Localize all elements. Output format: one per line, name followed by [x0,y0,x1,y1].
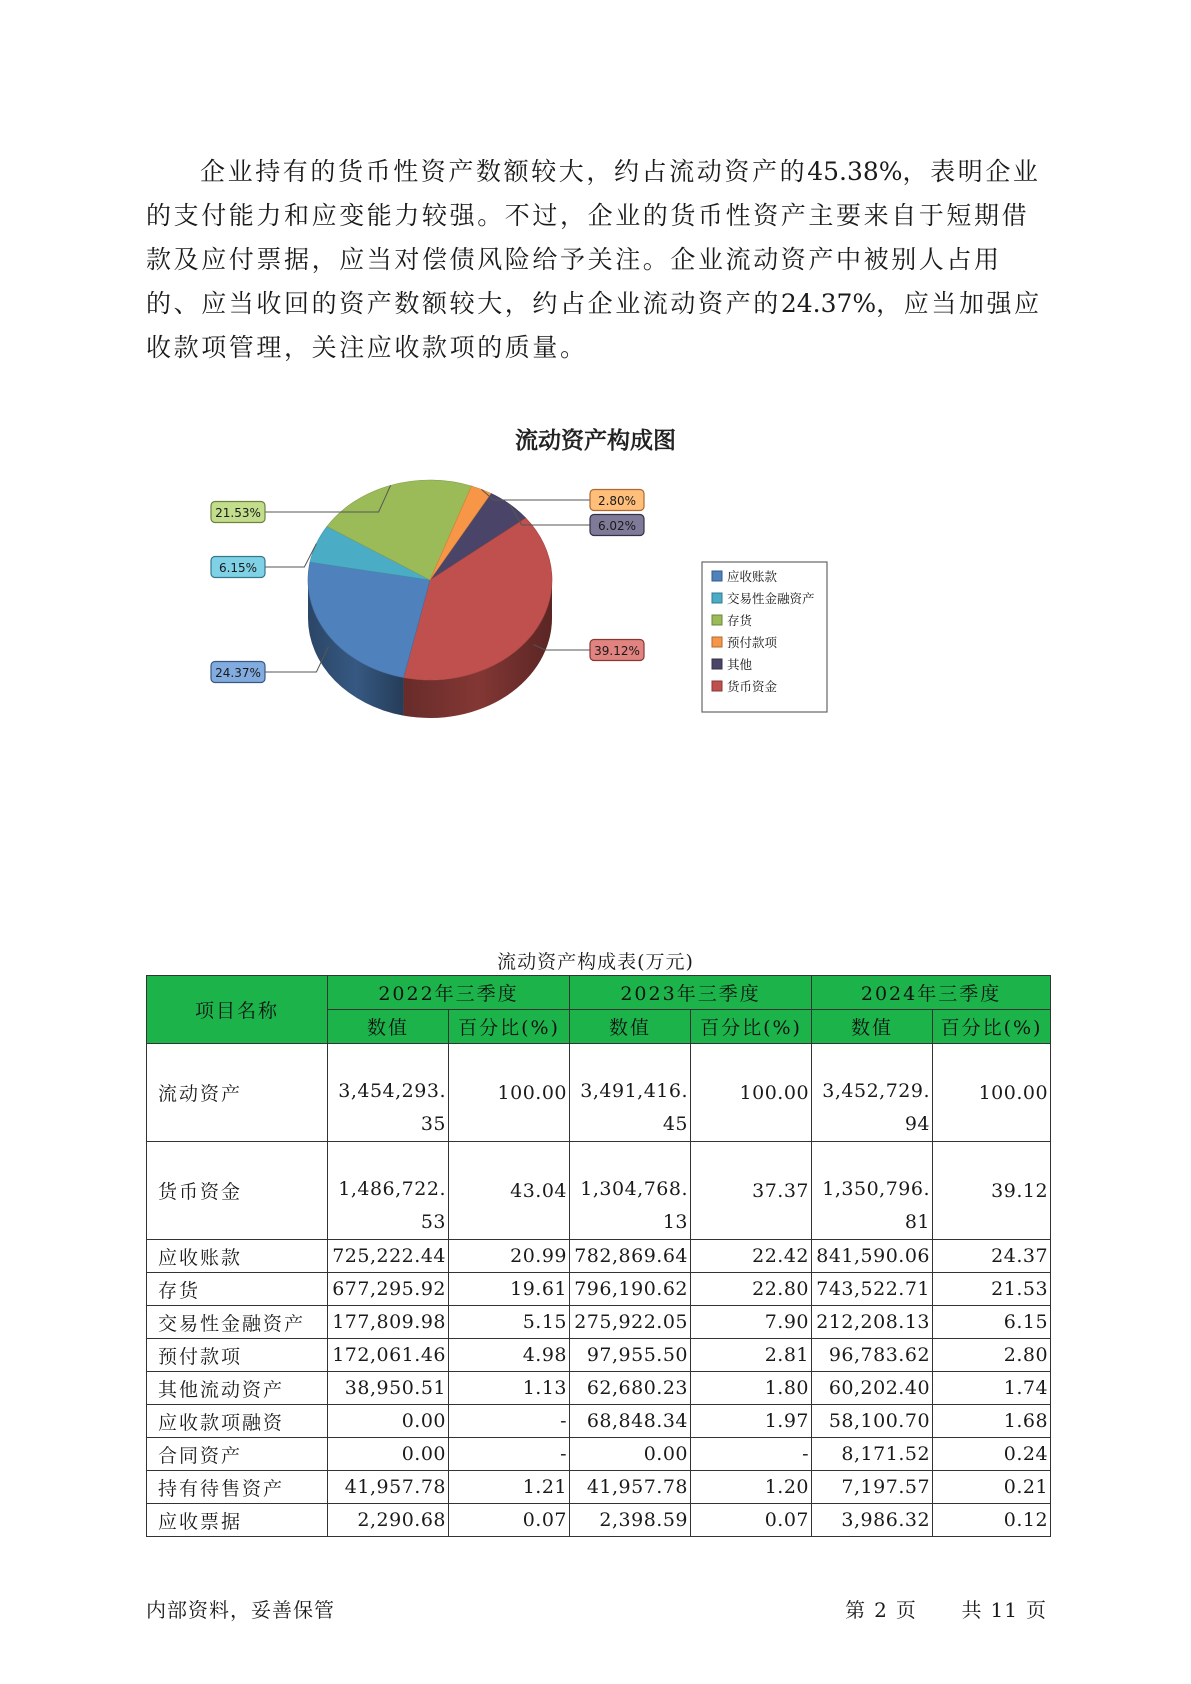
cell-percent: 0.21 [933,1471,1051,1504]
column-header-period-2023: 2023年三季度 [570,976,812,1010]
legend-swatch [712,593,722,603]
cell-value: 3,452,729.94 [812,1044,933,1142]
cell-percent: 2.80 [933,1339,1051,1372]
cell-percent: - [691,1438,812,1471]
legend-swatch [712,571,722,581]
table-row [147,1438,1051,1471]
footer-page-number [841,1594,1051,1623]
cell-value: 1,486,722.53 [328,1142,449,1240]
paragraph-part-3: ，应当加强应收款项管理，关注应收款项的质量。 [146,289,1042,362]
total-unit: 页 [1026,1598,1047,1622]
pie-data-label: 6.15% [218,561,258,575]
legend-label: 其他 [727,657,753,672]
cell-value: 8,171.52 [812,1438,933,1471]
legend-label: 货币资金 [727,679,778,694]
total-prefix: 共 [961,1598,983,1622]
cell-percent: 22.80 [691,1273,812,1306]
legend-label: 交易性金融资产 [727,591,815,606]
table-row [147,1044,1051,1142]
cell-value: 782,869.64 [570,1240,691,1273]
cell-value: 2,398.59 [570,1504,691,1537]
cell-percent: 7.90 [691,1306,812,1339]
legend-swatch [712,681,722,691]
row-name: 应收账款 [147,1240,328,1273]
legend-label: 应收账款 [727,569,778,584]
cell-percent: 19.61 [449,1273,570,1306]
pie-leader-line [265,544,316,567]
paragraph-part-1: 企业持有的货币性资产数额较大，约占流动资产的 [200,157,808,186]
cell-value: 97,955.50 [570,1339,691,1372]
row-name: 其他流动资产 [147,1372,328,1405]
cell-percent: 2.81 [691,1339,812,1372]
cell-percent: 4.98 [449,1339,570,1372]
cell-value: 2,290.68 [328,1504,449,1537]
cell-percent: 0.07 [691,1504,812,1537]
cell-percent: 100.00 [449,1044,570,1142]
table-row [147,1240,1051,1273]
row-name: 持有待售资产 [147,1471,328,1504]
legend-label: 预付款项 [727,635,778,650]
cell-value: 7,197.57 [812,1471,933,1504]
table-row [147,1504,1051,1537]
row-name: 交易性金融资产 [147,1306,328,1339]
legend-swatch [712,659,722,669]
cell-percent: 24.37 [933,1240,1051,1273]
table-row [147,1273,1051,1306]
total-num: 11 [990,1598,1018,1622]
cell-value: 38,950.51 [328,1372,449,1405]
cell-value: 62,680.23 [570,1372,691,1405]
cell-value: 177,809.98 [328,1306,449,1339]
chart-legend [702,562,827,712]
cell-value: 3,454,293.35 [328,1044,449,1142]
chart-title: 流动资产构成图 [515,428,676,454]
footer-confidential-note: 内部资料，妥善保管 [146,1598,335,1622]
cell-percent: 0.24 [933,1438,1051,1471]
cell-value: 0.00 [570,1438,691,1471]
row-name: 流动资产 [147,1044,328,1142]
cell-percent: - [449,1405,570,1438]
column-header-value: 数值 [570,1010,691,1044]
table-header-row [147,976,1051,1010]
receivables-percent: 24.37% [780,289,877,318]
cell-percent: 1.21 [449,1471,570,1504]
cell-percent: 1.74 [933,1372,1051,1405]
row-name: 存货 [147,1273,328,1306]
table-row [147,1306,1051,1339]
pie-data-label: 24.37% [215,666,261,680]
cell-value: 41,957.78 [328,1471,449,1504]
cell-value: 41,957.78 [570,1471,691,1504]
table-caption: 流动资产构成表(万元) [497,951,694,973]
cell-percent: 1.68 [933,1405,1051,1438]
paragraph-part-2: ，表明企业的支付能力和应变能力较强。不过，企业的货币性资产主要来自于短期借款及应付票据，应当对偿债风险给予关注。企业流动资产中被别人占用的、应当收回的资产数额较大，约占企业流动资产的 [146,157,1041,318]
cell-percent: 6.15 [933,1306,1051,1339]
pie-data-label: 39.12% [594,644,640,658]
legend-swatch [712,615,722,625]
column-header-period-2022: 2022年三季度 [328,976,570,1010]
row-name: 货币资金 [147,1142,328,1240]
cell-value: 725,222.44 [328,1240,449,1273]
cell-percent: 0.12 [933,1504,1051,1537]
column-header-percent: 百分比(%) [449,1010,570,1044]
pie-data-label: 21.53% [215,506,261,520]
cell-percent: 1.13 [449,1372,570,1405]
cell-percent: 39.12 [933,1142,1051,1240]
cell-value: 3,491,416.45 [570,1044,691,1142]
cell-value: 0.00 [328,1438,449,1471]
page-num: 2 [874,1598,888,1622]
cell-percent: 20.99 [449,1240,570,1273]
cell-percent: 22.42 [691,1240,812,1273]
current-assets-table [146,975,1051,1537]
cell-percent: 100.00 [933,1044,1051,1142]
row-name: 合同资产 [147,1438,328,1471]
cell-value: 58,100.70 [812,1405,933,1438]
cell-percent: 100.00 [691,1044,812,1142]
cell-value: 743,522.71 [812,1273,933,1306]
cell-value: 60,202.40 [812,1372,933,1405]
column-header-period-2024: 2024年三季度 [812,976,1051,1010]
monetary-assets-percent: 45.38% [807,157,903,186]
cell-percent: 21.53 [933,1273,1051,1306]
row-name: 应收款项融资 [147,1405,328,1438]
table-row [147,1142,1051,1240]
table-row [147,1372,1051,1405]
column-header-value: 数值 [328,1010,449,1044]
cell-value: 68,848.34 [570,1405,691,1438]
row-name: 预付款项 [147,1339,328,1372]
cell-value: 1,350,796.81 [812,1142,933,1240]
pie-chart [0,0,1191,760]
cell-value: 677,295.92 [328,1273,449,1306]
cell-percent: 37.37 [691,1142,812,1240]
cell-percent: 1.80 [691,1372,812,1405]
column-header-name: 项目名称 [147,976,328,1044]
column-header-percent: 百分比(%) [691,1010,812,1044]
cell-value: 212,208.13 [812,1306,933,1339]
cell-value: 96,783.62 [812,1339,933,1372]
cell-percent: 43.04 [449,1142,570,1240]
cell-value: 172,061.46 [328,1339,449,1372]
cell-value: 3,986.32 [812,1504,933,1537]
cell-value: 1,304,768.13 [570,1142,691,1240]
legend-swatch [712,637,722,647]
column-header-value: 数值 [812,1010,933,1044]
cell-value: 0.00 [328,1405,449,1438]
cell-percent: 1.20 [691,1471,812,1504]
cell-value: 841,590.06 [812,1240,933,1273]
cell-percent: 0.07 [449,1504,570,1537]
cell-value: 796,190.62 [570,1273,691,1306]
table-row [147,1339,1051,1372]
page-unit: 页 [895,1598,917,1622]
table-row [147,1471,1051,1504]
row-name: 应收票据 [147,1504,328,1537]
pie-data-label: 6.02% [597,519,637,533]
page-prefix: 第 [845,1598,867,1622]
column-header-percent: 百分比(%) [933,1010,1051,1044]
cell-percent: 5.15 [449,1306,570,1339]
cell-value: 275,922.05 [570,1306,691,1339]
cell-percent: 1.97 [691,1405,812,1438]
table-row [147,1405,1051,1438]
legend-label: 存货 [727,613,753,628]
pie-data-label: 2.80% [597,494,637,508]
cell-percent: - [449,1438,570,1471]
